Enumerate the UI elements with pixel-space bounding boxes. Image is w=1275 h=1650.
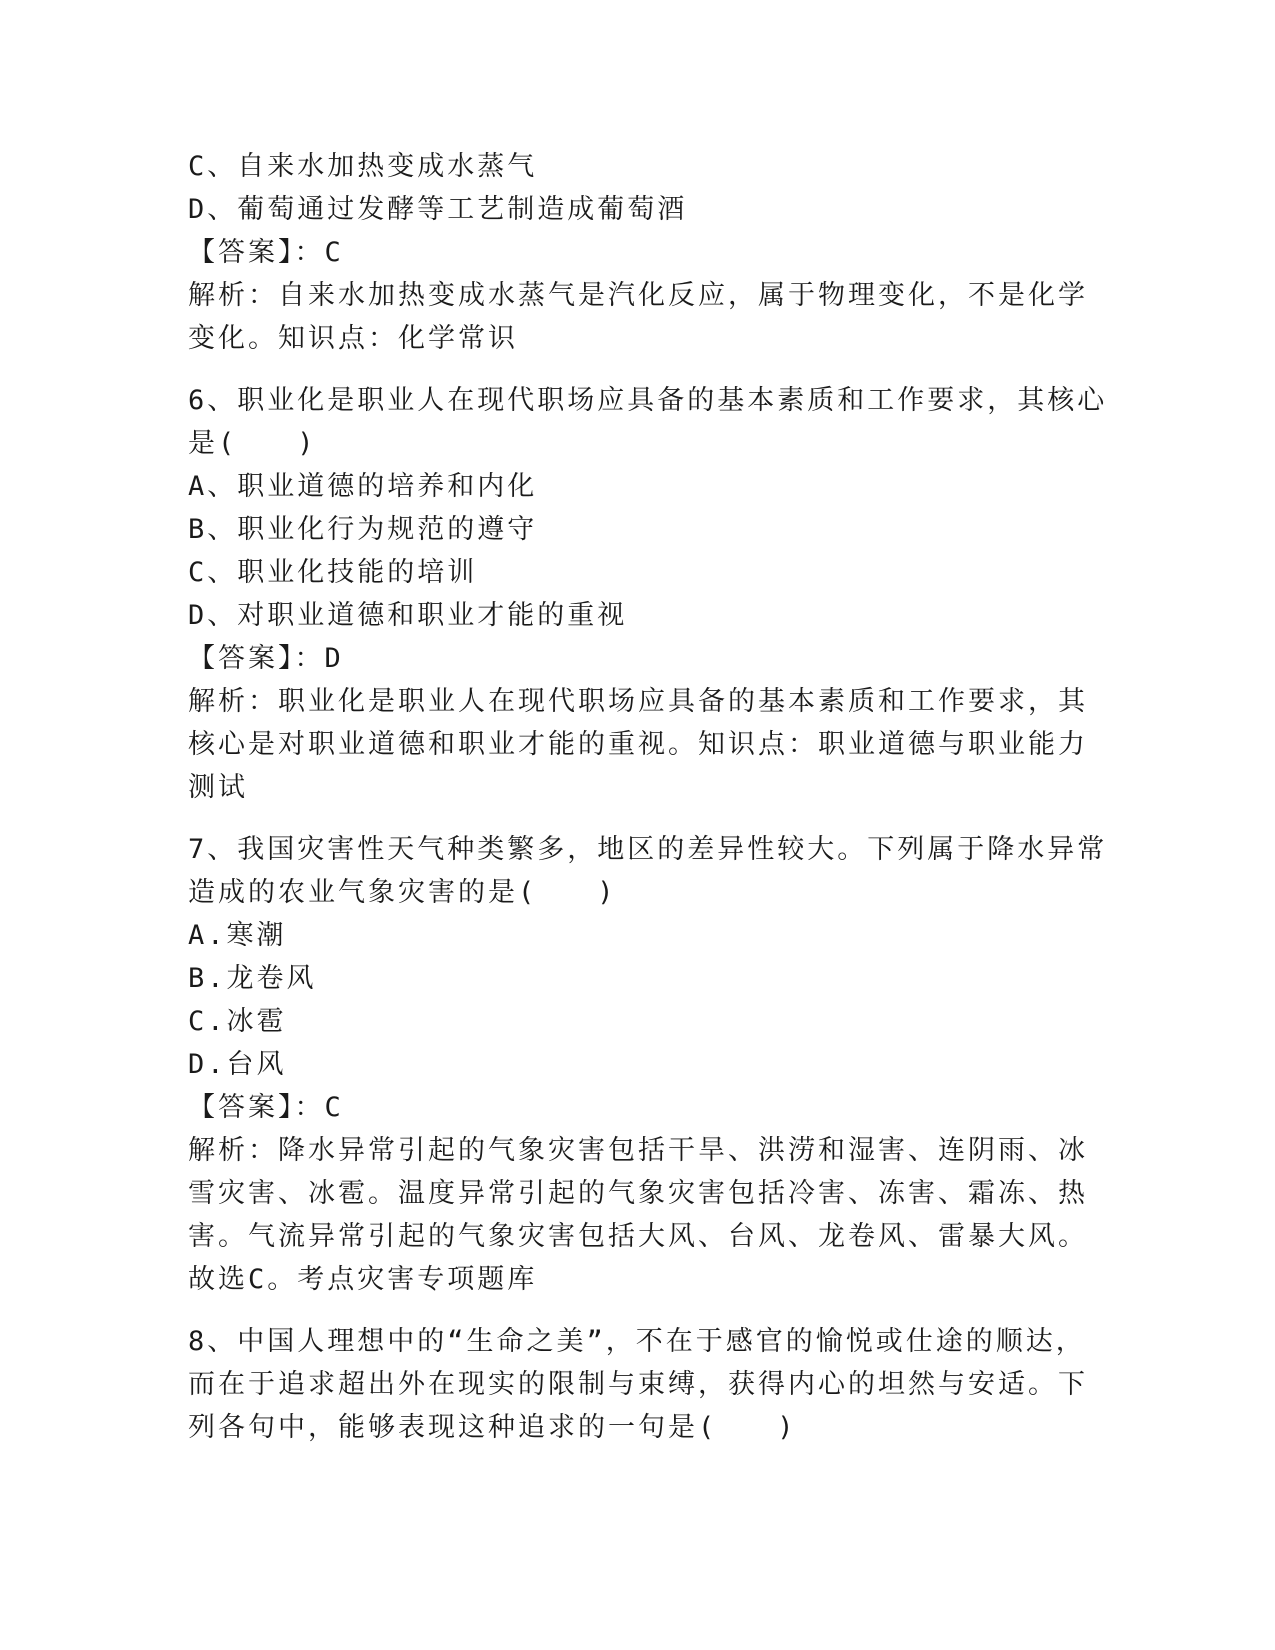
- text-line: 列各句中，能够表现这种追求的一句是( ): [188, 1412, 797, 1443]
- text-line: 雪灾害、冰雹。温度异常引起的气象灾害包括冷害、冻害、霜冻、热: [188, 1178, 1088, 1209]
- text-line: C、职业化技能的培训: [188, 557, 478, 588]
- text-line: A.寒潮: [188, 920, 287, 951]
- text-line: 【答案】：C: [188, 1092, 344, 1123]
- text-line: B.龙卷风: [188, 963, 317, 994]
- question-block: [188, 1320, 1088, 1449]
- text-line: 造成的农业气象灾害的是( ): [188, 877, 617, 908]
- document-page: [188, 145, 1108, 1449]
- text-line: 【答案】：C: [188, 237, 344, 268]
- text-line: 解析：自来水加热变成水蒸气是汽化反应，属于物理变化，不是化学: [188, 280, 1088, 311]
- text-line: 是( ): [188, 428, 317, 459]
- text-line: C、自来水加热变成水蒸气: [188, 151, 538, 182]
- text-line: 解析：降水异常引起的气象灾害包括干旱、洪涝和湿害、连阴雨、冰: [188, 1135, 1088, 1166]
- text-line: 测试: [188, 772, 248, 803]
- text-line: 【答案】：D: [188, 643, 344, 674]
- text-line: 8、中国人理想中的“生命之美”，不在于感官的愉悦或仕途的顺达，: [188, 1326, 1086, 1357]
- text-line: D、对职业道德和职业才能的重视: [188, 600, 628, 631]
- text-line: C.冰雹: [188, 1006, 287, 1037]
- text-line: 核心是对职业道德和职业才能的重视。知识点：职业道德与职业能力: [188, 729, 1088, 760]
- text-line: 故选C。考点灾害专项题库: [188, 1264, 538, 1295]
- question-block: [188, 828, 1108, 1301]
- text-line: B、职业化行为规范的遵守: [188, 514, 538, 545]
- text-line: 解析：职业化是职业人在现代职场应具备的基本素质和工作要求，其: [188, 686, 1088, 717]
- text-line: 变化。知识点：化学常识: [188, 323, 518, 354]
- text-line: 害。气流异常引起的气象灾害包括大风、台风、龙卷风、雷暴大风。: [188, 1221, 1088, 1252]
- text-line: 而在于追求超出外在现实的限制与束缚，获得内心的坦然与安适。下: [188, 1369, 1088, 1400]
- text-line: 7、我国灾害性天气种类繁多，地区的差异性较大。下列属于降水异常: [188, 834, 1108, 865]
- text-line: A、职业道德的培养和内化: [188, 471, 538, 502]
- text-line: 6、职业化是职业人在现代职场应具备的基本素质和工作要求，其核心: [188, 385, 1108, 416]
- text-line: D.台风: [188, 1049, 287, 1080]
- question-block: [188, 145, 1088, 360]
- text-line: D、葡萄通过发酵等工艺制造成葡萄酒: [188, 194, 688, 225]
- question-block: [188, 379, 1108, 809]
